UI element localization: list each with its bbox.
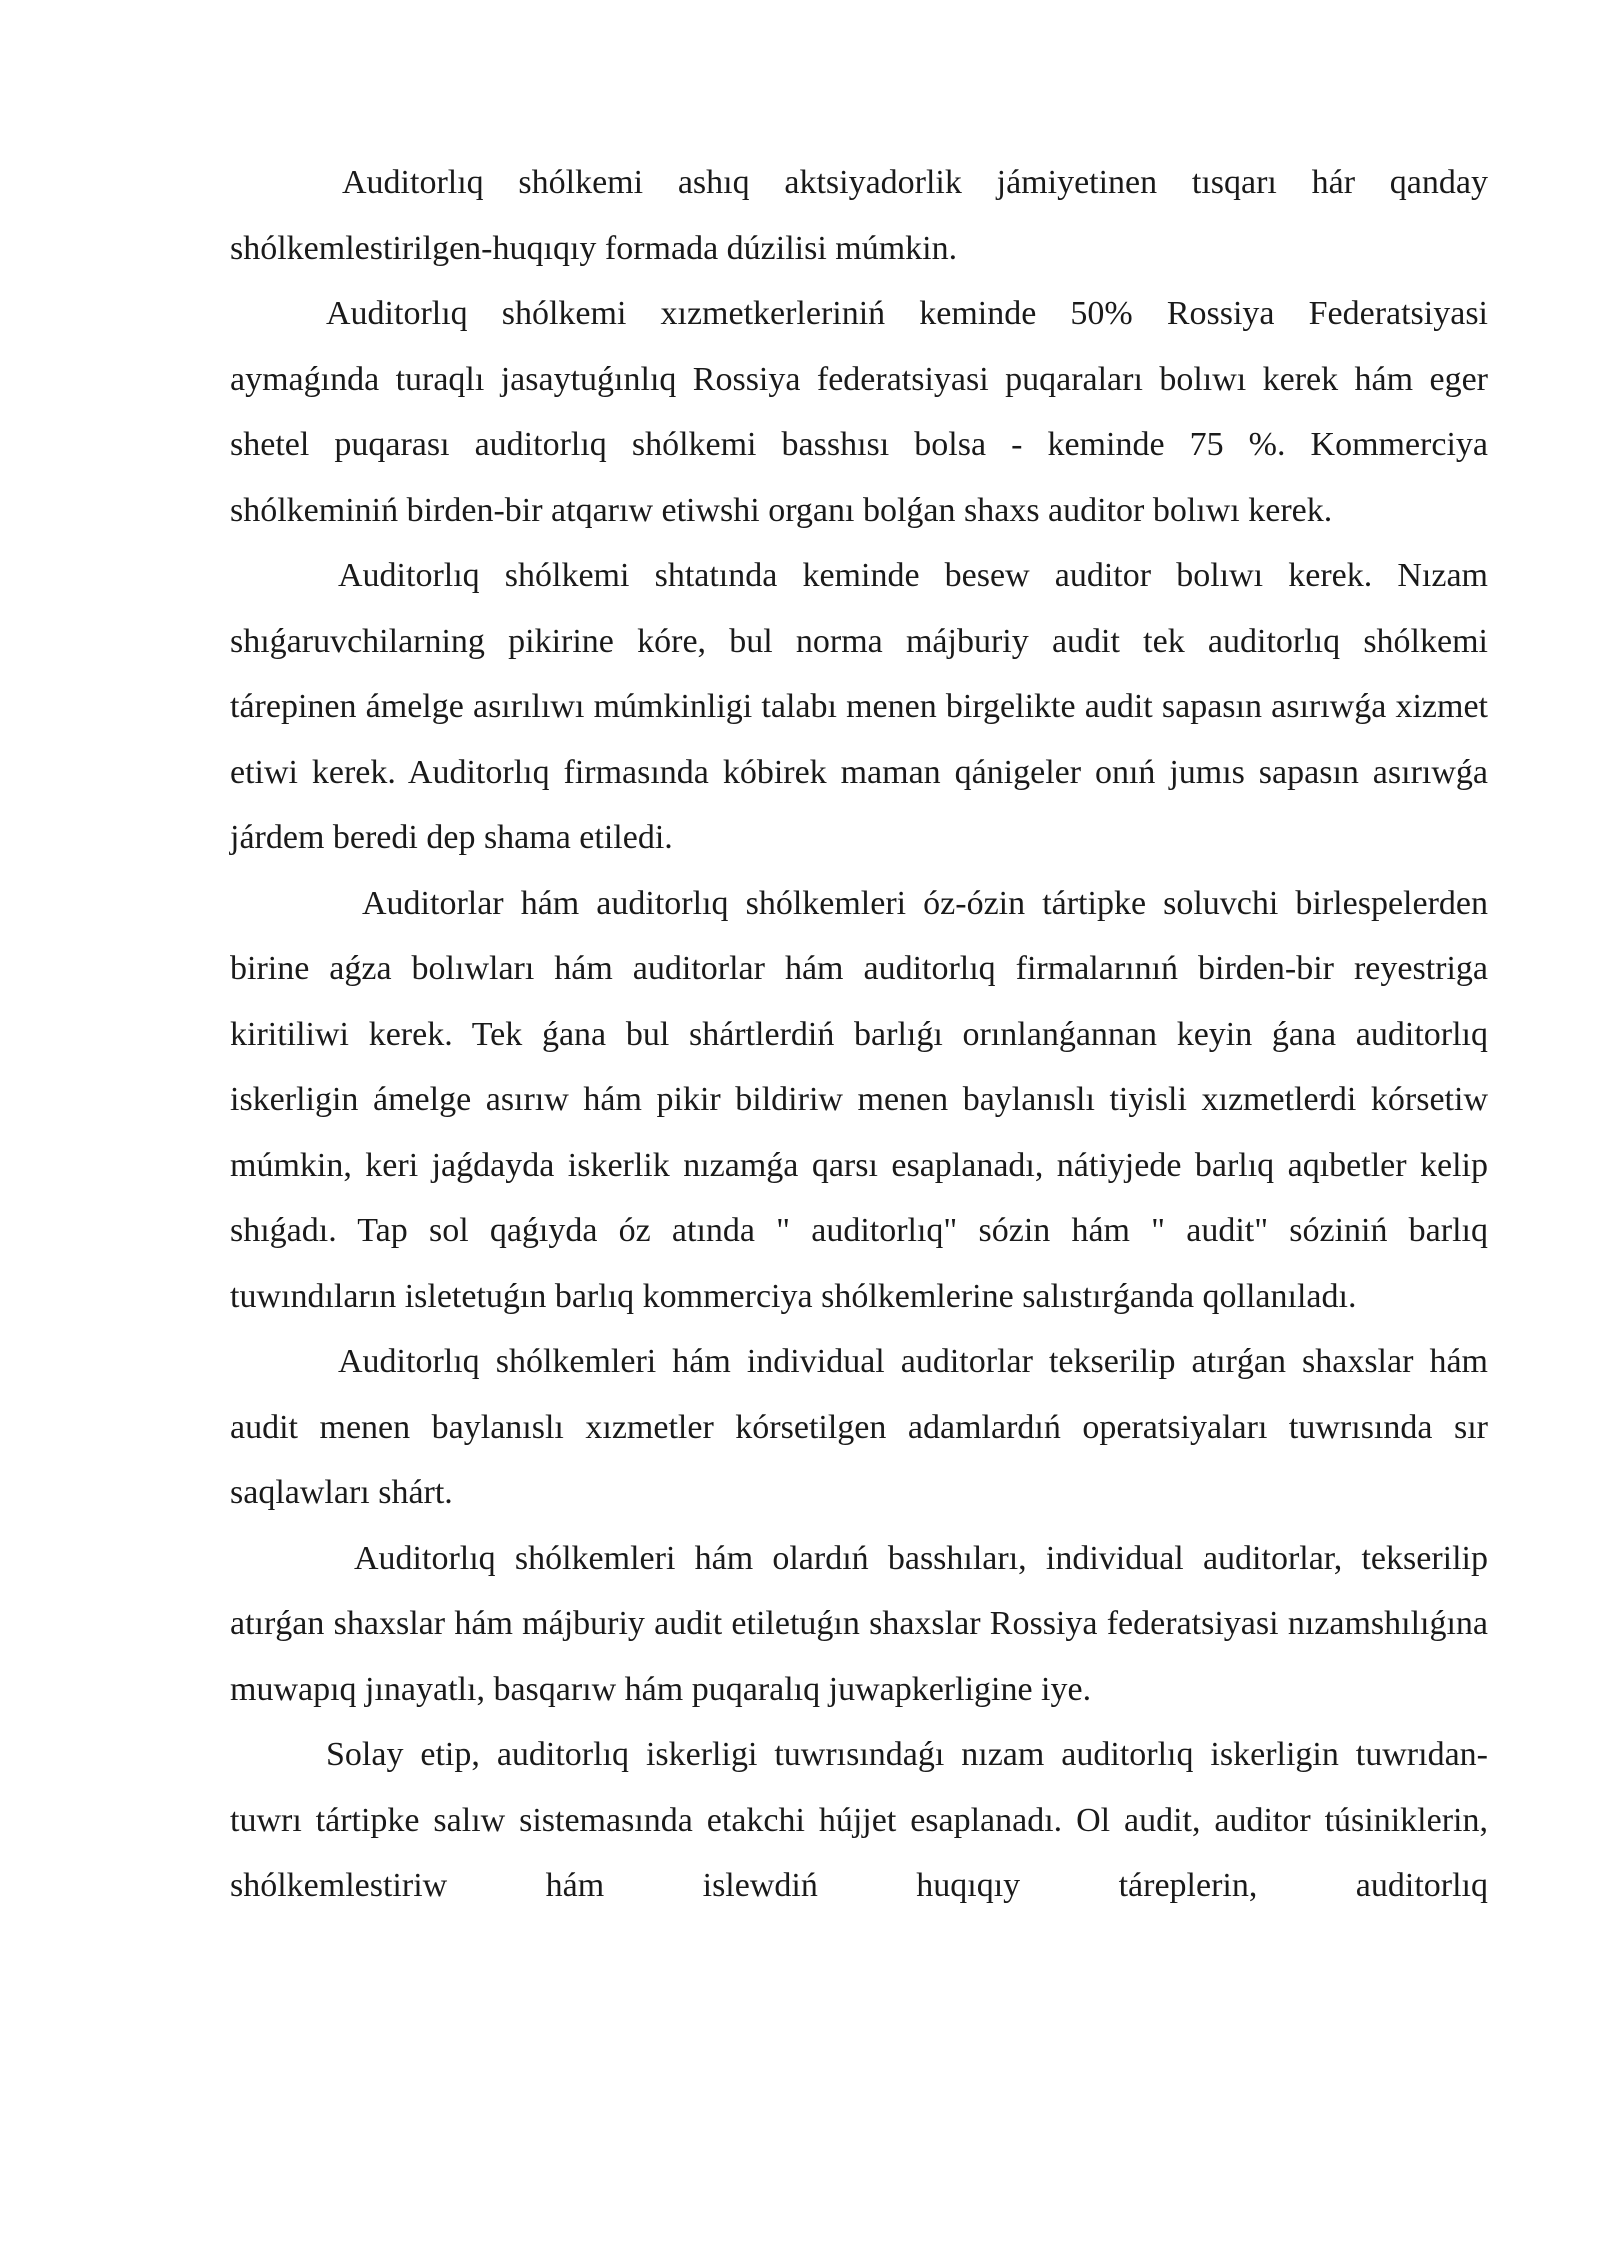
- paragraph-organizational-form: Auditorlıq shólkemi ashıq aktsiyadorlik jámiyetinen tısqarı hár qanday shólkemlestirilgen-huqıqıy formada dúzilisi múmkin.: [230, 164, 1488, 267]
- paragraph-staff-auditors: Auditorlıq shólkemi shtatında keminde besew auditor bolıwı kerek. Nızam shıǵaruvchilarning pikirine kóre, bul norma májburiy audit tek auditorlıq shólkemi tárepinen ámelge asırılıwı múmkinligi talabı menen birgelikte audit sapasın asırıwǵa xizmet etiwi kerek. Auditorlıq firmasında kóbirek maman qánigeler onıń jumıs sapasın asırıwǵa járdem beredi dep shama etiledi.: [230, 557, 1488, 856]
- paragraph-liability: Auditorlıq shólkemleri hám olardıń basshıları, individual auditorlar, tekserilip atırǵan shaxslar hám májburiy audit etiletuǵın shaxslar Rossiya federatsiyasi nızamshılıǵına muwapıq jınayatlı, basqarıw hám puqaralıq juwapkerligine iye.: [230, 1539, 1488, 1708]
- paragraph-registry-membership: Auditorlar hám auditorlıq shólkemleri óz-ózin tártipke soluvchi birlespelerden birine aǵza bolıwları hám auditorlar hám auditorlıq firmalarınıń birden-bir reyestriga kiritiliwi kerek. Tek ǵana bul shártlerdiń barlıǵı orınlanǵannan keyin ǵana auditorlıq iskerligin ámelge asırıw hám pikir bildiriw menen baylanıslı tiyisli xızmetlerdi kórsetiw múmkin, keri jaǵdayda iskerlik nızamǵa qarsı esaplanadı, nátiyjede barlıq aqıbetler kelip shıǵadı. Tap sol qaǵıyda óz atında " auditorlıq" sózin hám " audit" sóziniń barlıq tuwındıların isletetuǵın barlıq kommerciya shólkemlerine salıstırǵanda qollanıladı.: [230, 884, 1488, 1315]
- paragraph-employee-citizenship: Auditorlıq shólkemi xızmetkerleriniń keminde 50% Rossiya Federatsiyasi aymaǵında turaqlı jasaytuǵınlıq Rossiya federatsiyasi puqaraları bolıwı kerek hám eger shetel puqarası auditorlıq shólkemi basshısı bolsa - keminde 75 %. Kommerciya shólkeminiń birden-bir atqarıw etiwshi organı bolǵan shaxs auditor bolıwı kerek.: [230, 295, 1488, 529]
- paragraph-confidentiality: Auditorlıq shólkemleri hám individual auditorlar tekserilip atırǵan shaxslar hám audit menen baylanıslı xızmetler kórsetilgen adamlardıń operatsiyaları tuwrısında sır saqlawları shárt.: [230, 1343, 1488, 1511]
- paragraph-conclusion: Solay etip, auditorlıq iskerligi tuwrısındaǵı nızam auditorlıq iskerligin tuwrıdan-tuwrı tártipke salıw sistemasında etakchi hújjet esaplanadı. Ol audit, auditor túsiniklerin, shólkemlestiriw hám islewdiń huqıqıy táreplerin, auditorlıq: [230, 1736, 1488, 1904]
- document-page: [230, 150, 1488, 1919]
